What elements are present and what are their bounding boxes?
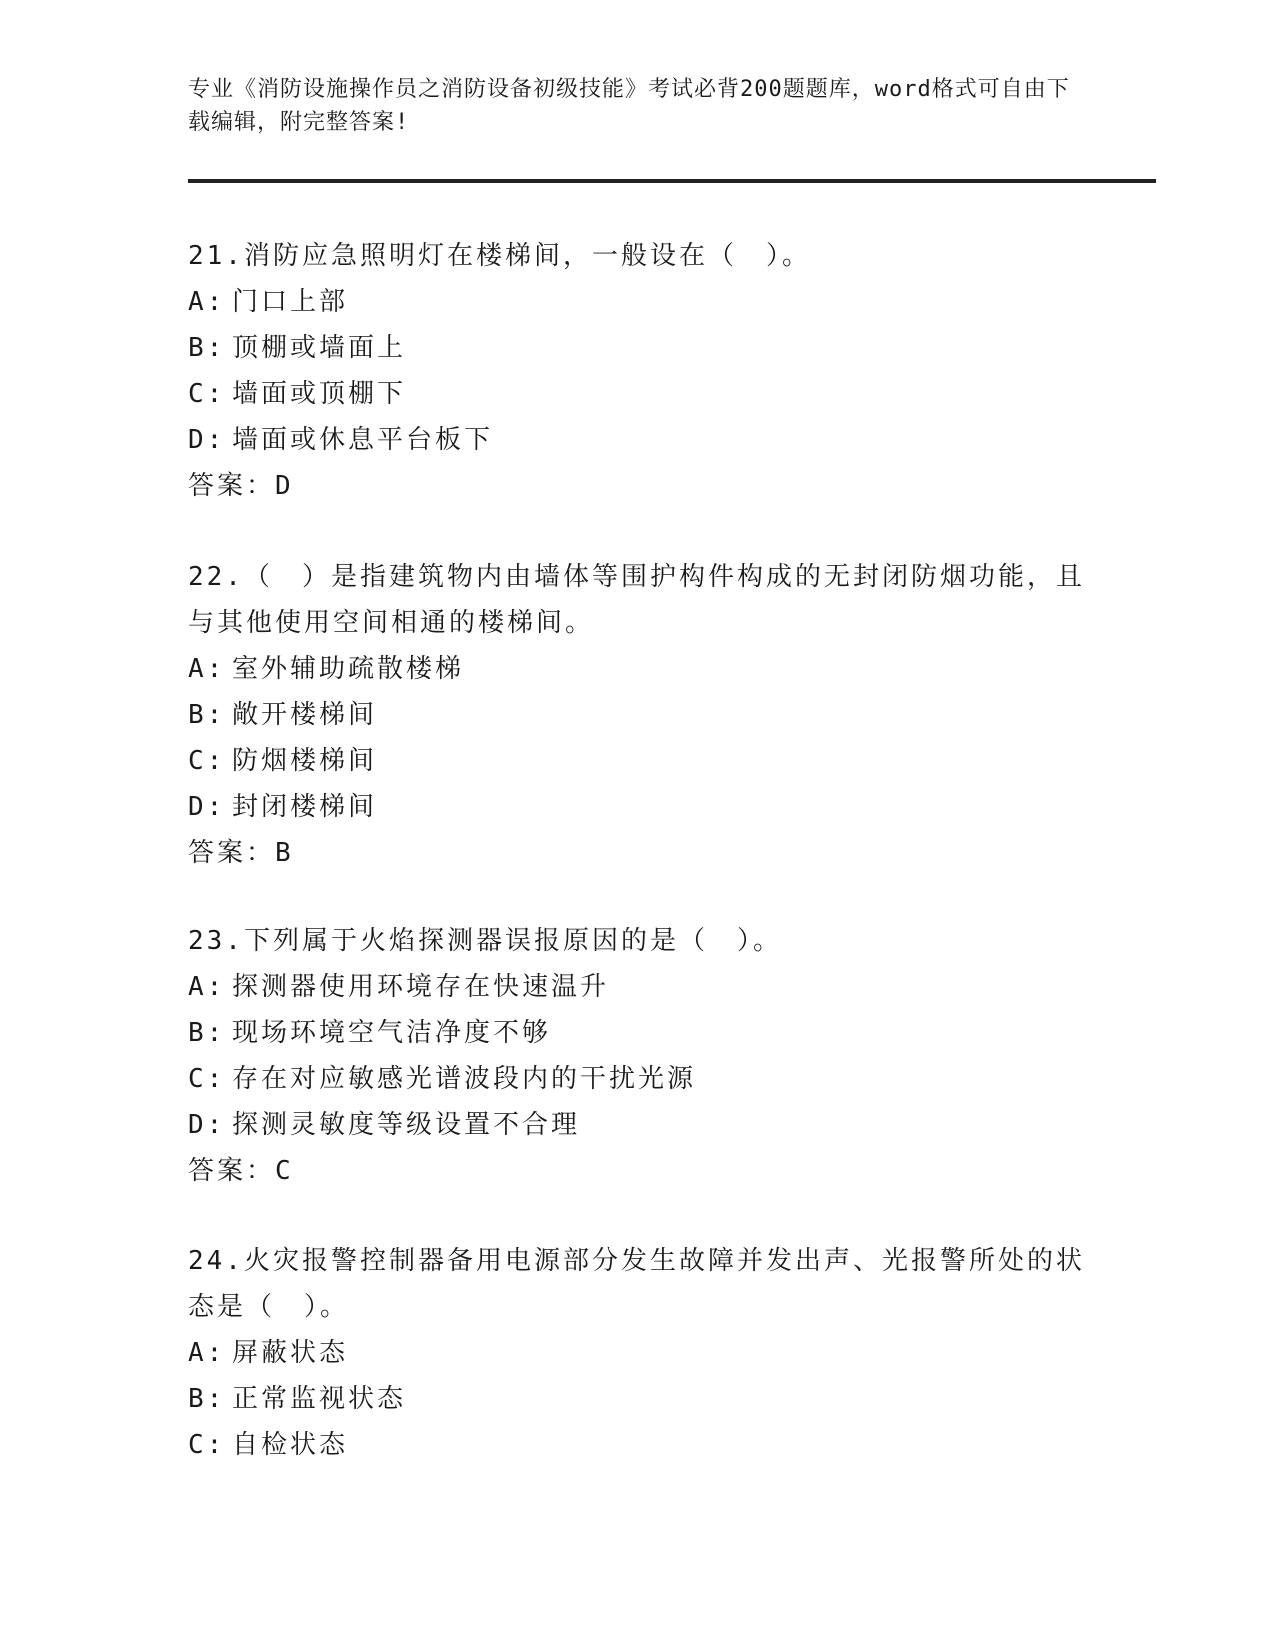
question-21 — [188, 233, 1088, 509]
question-23 — [188, 918, 1088, 1194]
option-text: 门口上部 — [232, 287, 349, 317]
question-22 — [188, 554, 1088, 876]
header-divider — [188, 179, 1156, 183]
option-b — [188, 692, 1088, 738]
document-header — [188, 73, 1088, 139]
option-letter: D: — [188, 792, 226, 822]
option-text: 封闭楼梯间 — [232, 792, 378, 822]
option-text: 防烟楼梯间 — [232, 746, 378, 776]
option-text: 敞开楼梯间 — [232, 700, 378, 730]
option-text: 现场环境空气洁净度不够 — [232, 1018, 552, 1048]
option-d — [188, 417, 1088, 463]
option-letter: C: — [188, 1064, 226, 1094]
option-b — [188, 1010, 1088, 1056]
option-letter: A: — [188, 1338, 226, 1368]
option-a — [188, 279, 1088, 325]
option-b — [188, 325, 1088, 371]
option-letter: C: — [188, 746, 226, 776]
option-text: 存在对应敏感光谱波段内的干扰光源 — [232, 1064, 697, 1094]
option-c — [188, 1422, 1088, 1468]
option-text: 探测器使用环境存在快速温升 — [232, 972, 610, 1002]
answer-line: 答案：D — [188, 471, 294, 501]
option-text: 顶棚或墙面上 — [232, 333, 407, 363]
option-d — [188, 1102, 1088, 1148]
option-letter: D: — [188, 425, 226, 455]
option-letter: A: — [188, 287, 226, 317]
option-letter: B: — [188, 1384, 226, 1414]
option-c — [188, 738, 1088, 784]
question-24 — [188, 1238, 1088, 1468]
option-letter: B: — [188, 700, 226, 730]
option-text: 自检状态 — [232, 1430, 349, 1460]
option-letter: C: — [188, 1430, 226, 1460]
answer-line: 答案：B — [188, 838, 294, 868]
question-stem: 24.火灾报警控制器备用电源部分发生故障并发出声、光报警所处的状态是（ ）。 — [188, 1246, 1085, 1322]
option-d — [188, 784, 1088, 830]
question-stem: 23.下列属于火焰探测器误报原因的是（ ）。 — [188, 926, 782, 956]
option-letter: B: — [188, 333, 226, 363]
answer-line: 答案：C — [188, 1156, 294, 1186]
option-text: 墙面或顶棚下 — [232, 379, 407, 409]
option-b — [188, 1376, 1088, 1422]
option-c — [188, 371, 1088, 417]
option-text: 探测灵敏度等级设置不合理 — [232, 1110, 581, 1140]
option-text: 墙面或休息平台板下 — [232, 425, 494, 455]
option-c — [188, 1056, 1088, 1102]
option-a — [188, 964, 1088, 1010]
question-stem: 22.（ ）是指建筑物内由墙体等围护构件构成的无封闭防烟功能，且与其他使用空间相通的楼梯间。 — [188, 562, 1085, 638]
option-letter: A: — [188, 654, 226, 684]
option-letter: C: — [188, 379, 226, 409]
option-letter: A: — [188, 972, 226, 1002]
option-text: 屏蔽状态 — [232, 1338, 349, 1368]
option-letter: B: — [188, 1018, 226, 1048]
option-text: 正常监视状态 — [232, 1384, 407, 1414]
question-stem: 21.消防应急照明灯在楼梯间，一般设在（ ）。 — [188, 241, 811, 271]
header-text: 专业《消防设施操作员之消防设备初级技能》考试必背200题题库，word格式可自由下载编辑，附完整答案! — [188, 77, 1070, 135]
option-a — [188, 646, 1088, 692]
option-a — [188, 1330, 1088, 1376]
option-letter: D: — [188, 1110, 226, 1140]
option-text: 室外辅助疏散楼梯 — [232, 654, 465, 684]
